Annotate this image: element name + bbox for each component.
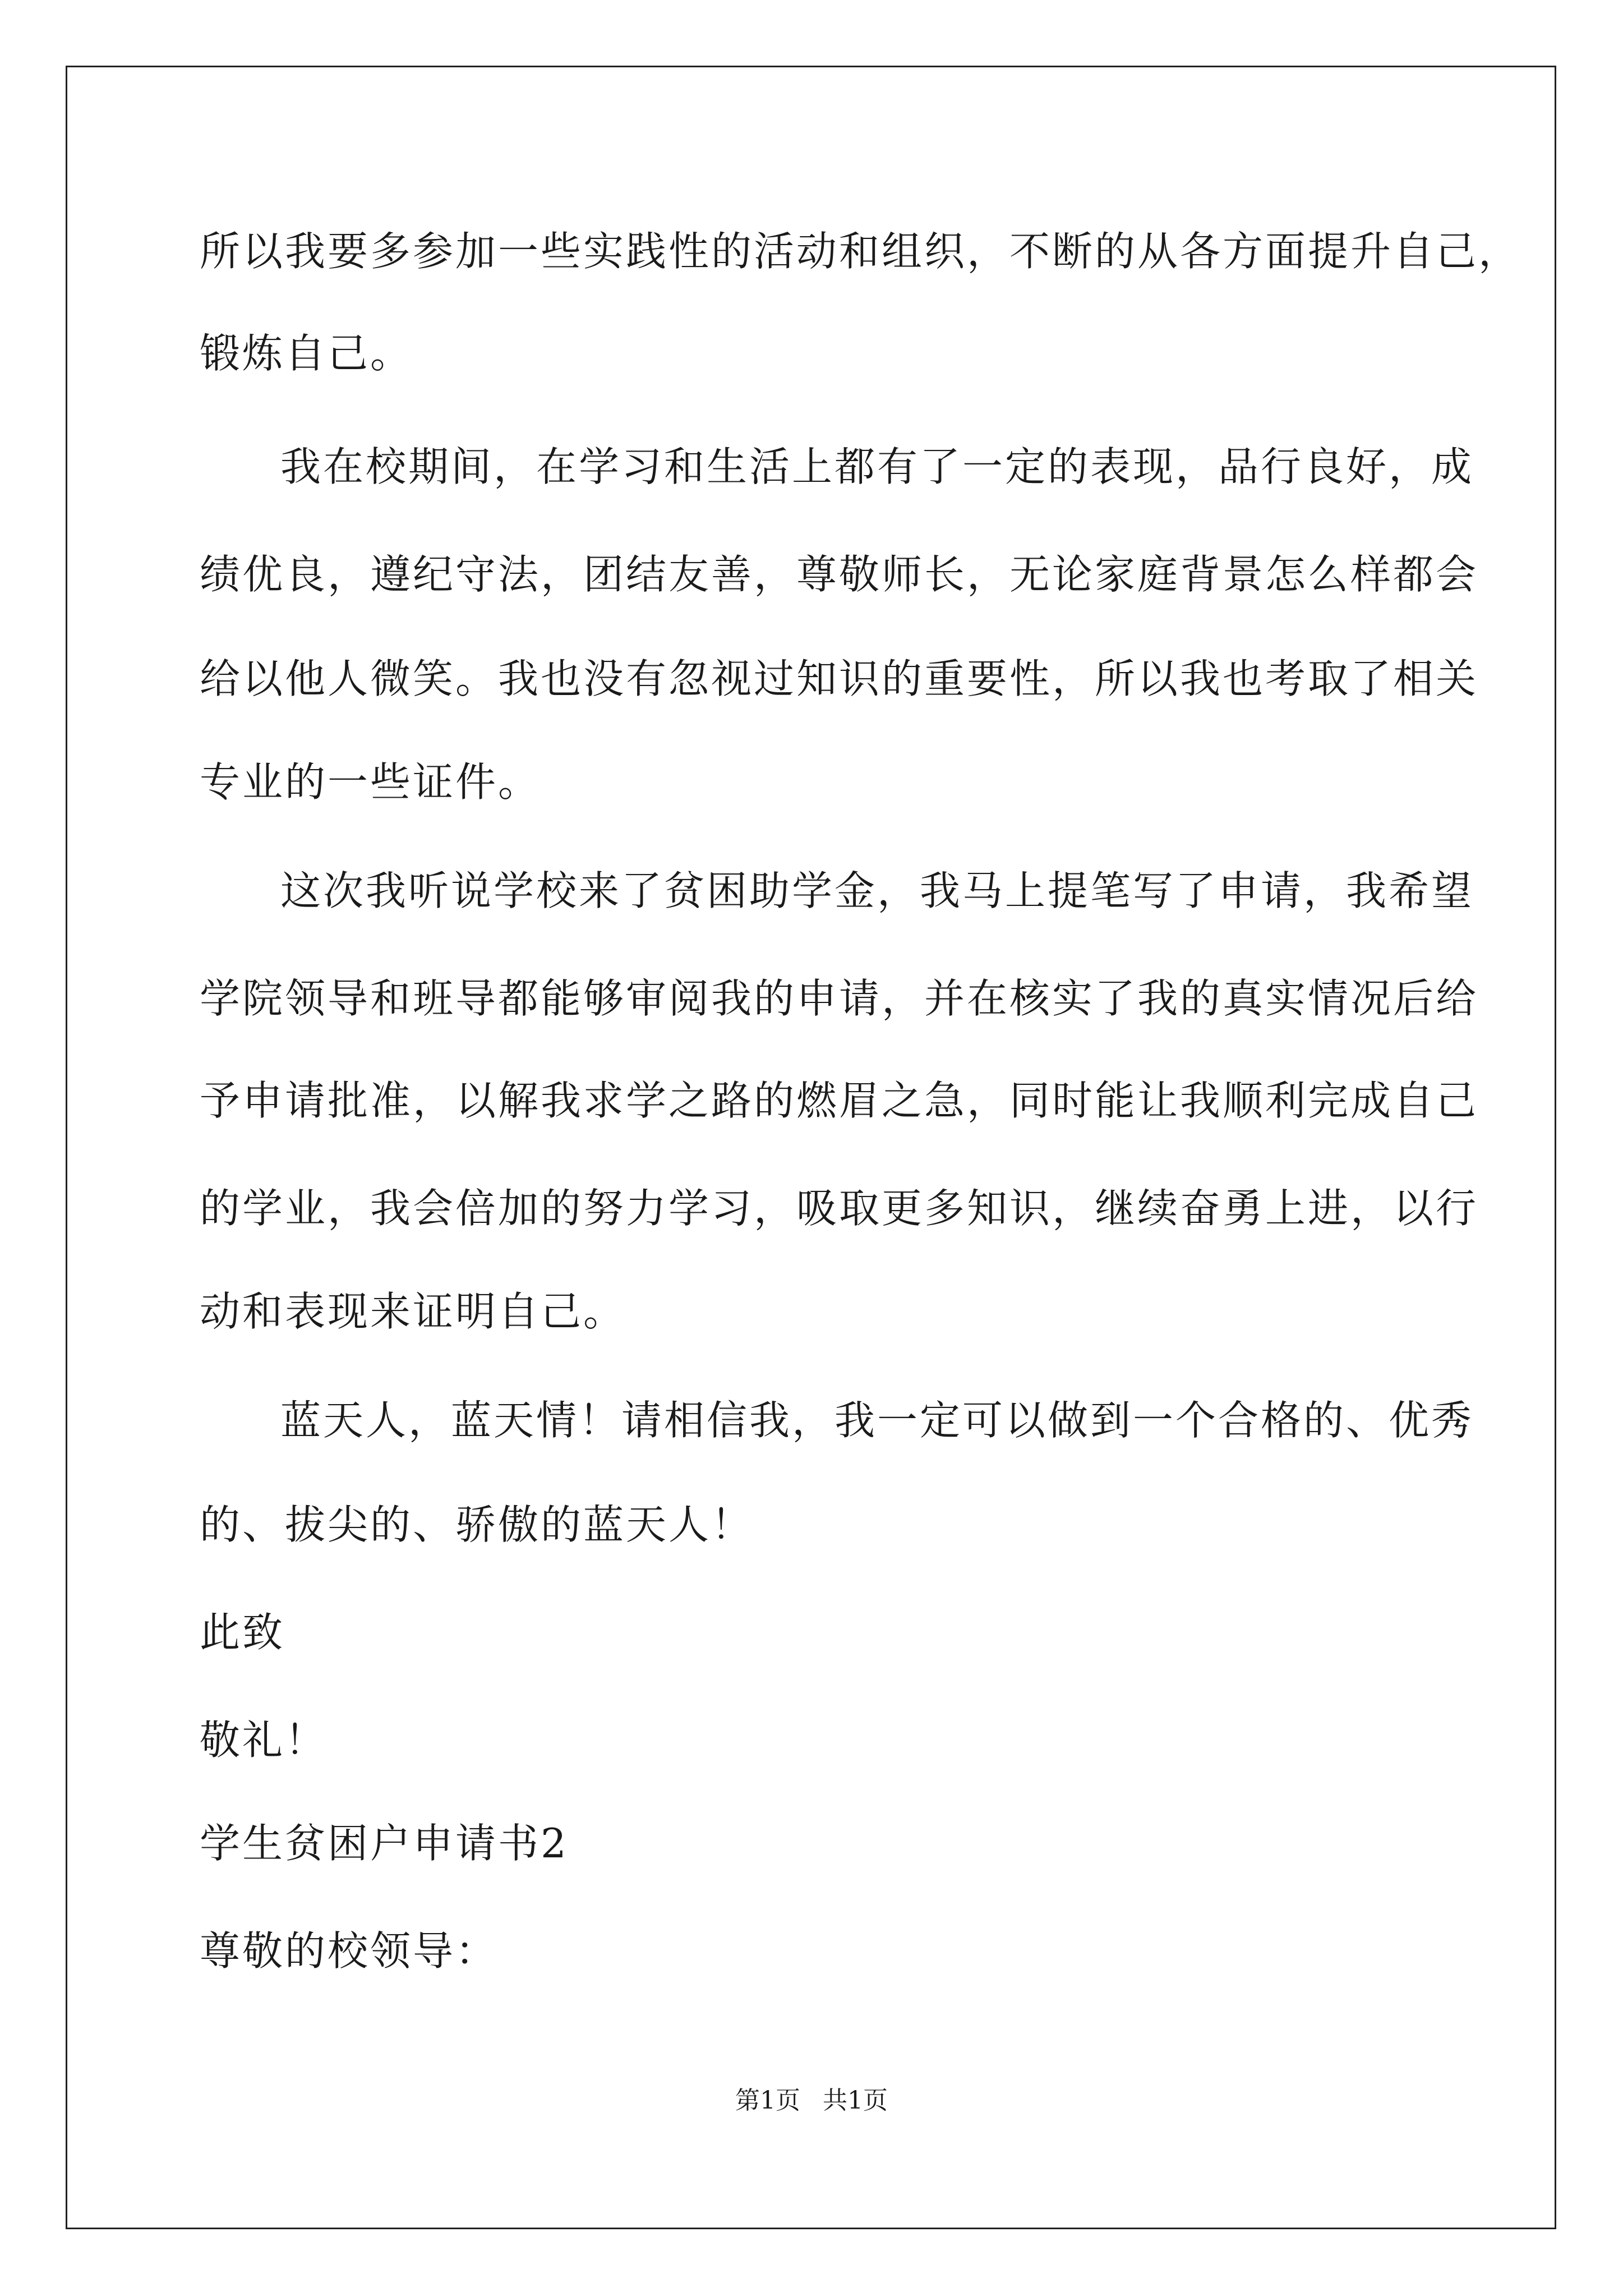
page-number-total: 共1页: [823, 2086, 888, 2115]
paragraph-line: 专业的一些证件。: [200, 758, 541, 806]
paragraph-line: 动和表现来证明自己。: [200, 1288, 626, 1335]
paragraph-line: 我在校期间，在学习和生活上都有了一定的表现，品行良好，成: [280, 443, 1474, 490]
page-border: [66, 66, 1556, 2229]
paragraph-line: 予申请批准，以解我求学之路的燃眉之急，同时能让我顺利完成自己: [200, 1077, 1479, 1124]
paragraph-line: 所以我要多参加一些实践性的活动和组织，不断的从各方面提升自己，: [200, 228, 1521, 275]
salutation-line: 尊敬的校领导：: [200, 1927, 499, 1975]
section-title: 学生贫困户申请书2: [200, 1820, 569, 1867]
paragraph-line: 给以他人微笑。我也没有忽视过知识的重要性，所以我也考取了相关: [200, 655, 1479, 702]
page-number-current: 第1页: [735, 2086, 800, 2115]
paragraph-line: 蓝天人，蓝天情！请相信我，我一定可以做到一个合格的、优秀: [280, 1397, 1474, 1444]
paragraph-line: 这次我听说学校来了贫困助学金，我马上提笔写了申请，我希望: [280, 867, 1474, 914]
page-footer: [0, 2084, 1623, 2118]
paragraph-line: 绩优良，遵纪守法，团结友善，尊敬师长，无论家庭背景怎么样都会: [200, 551, 1479, 598]
paragraph-line: 学院领导和班导都能够审阅我的申请，并在核实了我的真实情况后给: [200, 975, 1479, 1022]
paragraph-line: 的学业，我会倍加的努力学习，吸取更多知识，继续奋勇上进，以行: [200, 1185, 1479, 1232]
paragraph-line: 锻炼自己。: [200, 330, 413, 377]
closing-line: 敬礼！: [200, 1717, 328, 1764]
closing-line: 此致: [200, 1609, 285, 1656]
paragraph-line: 的、拔尖的、骄傲的蓝天人！: [200, 1501, 754, 1548]
